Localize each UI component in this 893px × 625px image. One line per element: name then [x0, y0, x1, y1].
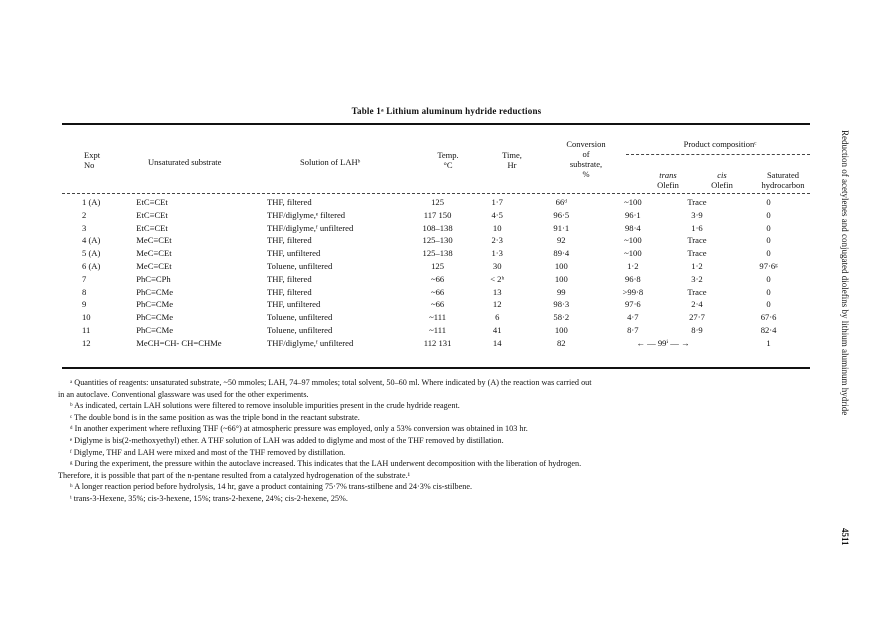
table-row [62, 234, 810, 247]
footnote [58, 400, 818, 412]
footnotes [58, 377, 818, 505]
footnote [58, 447, 818, 459]
table-row [62, 324, 810, 337]
header-saturated-line1: Saturated [766, 170, 800, 180]
cell-time: 30 [492, 260, 502, 271]
cell-substrate: PhC≡CMe [136, 299, 174, 310]
cell-sat: 1 [766, 337, 771, 348]
cell-conversion: 100 [554, 260, 568, 271]
cell-solution: THF/diglyme,ᶠ unfiltered [267, 222, 354, 233]
cell-substrate: PhC≡CMe [136, 312, 174, 323]
cell-expt: 1 (A) [82, 197, 101, 207]
header-expt-line1: Expt [84, 150, 101, 160]
cell-sat: 67·6 [760, 312, 777, 323]
running-head-text: Reduction of acetylenes and conjugated diolefins by lithium aluminum hydride [840, 130, 850, 416]
footnote [58, 423, 818, 435]
cell-substrate: EtC≡CEt [136, 197, 168, 207]
cell-time: 1·7 [491, 197, 503, 207]
header-conversion-line4: % [582, 169, 590, 179]
header-conversion-line2: of [582, 149, 590, 159]
data-table [62, 196, 810, 350]
cell-solution: Toluene, unfiltered [267, 312, 333, 323]
cell-cis: 3·9 [691, 209, 703, 220]
cell-solution: THF/diglyme,ᶠ unfiltered [267, 337, 354, 348]
cell-solution: THF, filtered [267, 286, 312, 297]
cell-sat: 0 [766, 222, 771, 233]
cell-conversion: 66ᵈ [555, 197, 567, 207]
cell-time: 10 [492, 222, 502, 233]
cell-expt: 7 [82, 273, 87, 284]
table-top-rule [62, 123, 810, 125]
cell-expt: 9 [82, 299, 87, 310]
cell-temp: 125 [431, 260, 445, 271]
cell-sat: 0 [766, 273, 771, 284]
cell-substrate: EtC≡CEt [136, 209, 168, 220]
header-substrate: Unsaturated substrate [148, 157, 222, 167]
cell-cis: 1·6 [691, 222, 703, 233]
cell-temp: ~111 [429, 312, 447, 323]
table-row [62, 222, 810, 235]
cell-temp: ~66 [430, 286, 445, 297]
cell-trans: 97·6 [624, 299, 641, 310]
cell-expt: 12 [82, 337, 91, 348]
footnote-mark: ᵃ [70, 378, 73, 387]
cell-trans: 1·2 [627, 260, 639, 271]
header-trans-line1: trans [659, 170, 677, 180]
table-row [62, 247, 810, 260]
table-row [62, 196, 810, 209]
cell-substrate: MeCH=CH- CH=CHMe [136, 337, 222, 348]
footnote [58, 412, 818, 424]
cell-expt: 3 [82, 222, 87, 233]
cell-trans: ~100 [624, 197, 642, 207]
cell-conversion: 92 [557, 235, 566, 246]
header-cis-line2: Olefin [711, 180, 733, 190]
cell-expt: 8 [82, 286, 87, 297]
table-row [62, 298, 810, 311]
cell-sat: 0 [766, 299, 771, 310]
table-row [62, 337, 810, 350]
header-saturated-line2: hydrocarbon [761, 180, 805, 190]
table-row [62, 260, 810, 273]
cell-substrate: EtC≡CEt [136, 222, 168, 233]
table-row [62, 209, 810, 222]
header-time-line1: Time, [502, 150, 522, 160]
cell-temp: 112 131 [423, 337, 452, 348]
footnote-text: Quantities of reagents: unsaturated substrate, ~50 mmoles; LAH, 74–97 mmoles; total solvent, 50–60 ml. Where indicated by (A) the reaction was carried out [74, 378, 592, 387]
cell-conversion: 100 [554, 273, 568, 284]
header-product: Product compositionᶜ [683, 139, 757, 149]
cell-conversion: 82 [557, 337, 566, 348]
cell-cis: 8·9 [691, 324, 703, 335]
cell-cis: Trace [687, 248, 707, 259]
cell-temp: 125–138 [422, 248, 453, 259]
cell-trans: ~100 [624, 235, 642, 246]
header-expt [84, 150, 100, 170]
footnote-mark: ᶜ [70, 412, 73, 422]
cell-trans: 4·7 [627, 312, 639, 323]
footnote-mark: ᵉ [70, 435, 73, 445]
footnote-text: A longer reaction period before hydrolysis, 14 hr, gave a product containing 75·7% trans-stilbene and 24·3% cis-stilbene. [74, 482, 473, 492]
cell-cis: 3·2 [691, 273, 703, 284]
header-bottom-rule [62, 193, 810, 194]
header-temp [426, 150, 470, 170]
footnote-mark: ʰ [70, 482, 73, 492]
footnote [58, 458, 818, 470]
cell-conversion: 89·4 [553, 248, 570, 259]
cell-conversion: 98·3 [553, 299, 570, 310]
running-head [838, 130, 852, 550]
header-conversion-line1: Conversion [566, 139, 606, 149]
cell-expt: 4 (A) [82, 235, 101, 246]
header-time [492, 150, 532, 170]
header-cis [700, 170, 744, 190]
footnote [58, 493, 818, 505]
header-cis-line1: cis [717, 170, 727, 180]
footnote-text: In another experiment where refluxing THF (~66°) at atmospheric pressure was employed, only a 53% conversion was obtained in 103 hr. [74, 424, 528, 434]
cell-temp: ~66 [430, 273, 445, 284]
footnote-mark: ᵇ [70, 401, 73, 411]
cell-expt: 6 (A) [82, 260, 101, 271]
footnote-text: in an autoclave. Conventional glassware was used for the other experiments. [58, 389, 309, 399]
cell-conversion: 91·1 [553, 222, 570, 233]
cell-solution: THF, unfiltered [267, 248, 321, 259]
cell-time: 12 [492, 299, 502, 310]
cell-sat: 0 [766, 235, 771, 246]
header-time-line2: Hr [507, 160, 517, 170]
cell-substrate: MeC≡CEt [136, 235, 172, 246]
header-trans [646, 170, 690, 190]
cell-temp: ~111 [429, 324, 447, 335]
cell-conversion: 99 [557, 286, 566, 297]
footnote-text: Diglyme, THF and LAH were mixed and most of the THF removed by distillation. [73, 447, 346, 457]
footnote [58, 435, 818, 447]
cell-time: 1·3 [491, 248, 503, 259]
cell-temp: 125 [431, 197, 445, 207]
cell-cis: Trace [687, 197, 707, 207]
table-row [62, 273, 810, 286]
cell-conversion: 100 [554, 324, 568, 335]
table-row [62, 311, 810, 324]
cell-trans: 98·4 [624, 222, 641, 233]
cell-trans: >99·8 [622, 286, 644, 297]
cell-time: 14 [492, 337, 502, 348]
footnote-text: trans-3-Hexene, 35%; cis-3-hexene, 15%; trans-2-hexene, 24%; cis-2-hexene, 25%. [73, 493, 348, 503]
footnote-mark: ᵍ [70, 459, 73, 469]
cell-conversion: 58·2 [553, 312, 570, 323]
cell-sat: 0 [766, 209, 771, 220]
cell-trans: ~100 [624, 248, 642, 259]
cell-trans: 96·1 [624, 209, 641, 220]
cell-trans: ← — 99ⁱ — → [636, 337, 690, 348]
cell-time: 13 [492, 286, 502, 297]
cell-cis: 2·4 [691, 299, 703, 310]
table-row [62, 286, 810, 299]
footnote-text: As indicated, certain LAH solutions were filtered to remove insoluble impurities present in the crude hydride reagent. [74, 401, 460, 411]
table-title: Table 1ᵃ Lithium aluminum hydride reductions [351, 106, 542, 116]
cell-time: 6 [495, 312, 500, 323]
cell-substrate: PhC≡CPh [136, 273, 171, 284]
cell-solution: THF/diglyme,ᵉ filtered [267, 209, 346, 220]
cell-sat: 82·4 [760, 324, 777, 335]
cell-solution: Toluene, unfiltered [267, 260, 333, 271]
cell-sat: 97·6ᵍ [759, 260, 778, 271]
cell-solution: THF, filtered [267, 197, 312, 207]
cell-solution: THF, filtered [267, 273, 312, 284]
cell-expt: 5 (A) [82, 248, 101, 259]
cell-sat: 0 [766, 286, 771, 297]
table-bottom-rule [62, 367, 810, 369]
footnote-mark: ᵈ [70, 424, 73, 434]
cell-substrate: MeC≡CEt [136, 248, 172, 259]
cell-temp: ~66 [430, 299, 445, 310]
cell-trans: 8·7 [627, 324, 639, 335]
cell-temp: 117 150 [423, 209, 452, 220]
footnote-mark: ⁱ [70, 493, 72, 503]
header-product-rule [626, 154, 810, 155]
cell-time: 2·3 [491, 235, 503, 246]
cell-solution: THF, unfiltered [267, 299, 321, 310]
cell-solution: THF, filtered [267, 235, 312, 246]
cell-cis: Trace [687, 286, 707, 297]
cell-conversion: 96·5 [553, 209, 570, 220]
cell-cis: 1·2 [691, 260, 703, 271]
page-number-text: 4511 [840, 528, 850, 546]
header-trans-line2: Olefin [657, 180, 679, 190]
footnote [58, 377, 818, 389]
footnote-text: The double bond is in the same position as was the triple bond in the reactant substrate. [74, 412, 360, 422]
cell-expt: 10 [82, 312, 91, 323]
footnote-text: Therefore, it is possible that part of the n-pentane resulted from a catalyzed hydrogenation of the substrate.¹ [58, 470, 411, 480]
cell-expt: 2 [82, 209, 87, 220]
footnote-mark: ᶠ [70, 447, 72, 457]
header-expt-line2: No [84, 160, 95, 170]
cell-cis: Trace [687, 235, 707, 246]
cell-trans: 96·8 [624, 273, 641, 284]
footnote [58, 389, 818, 401]
cell-substrate: MeC≡CEt [136, 260, 172, 271]
cell-temp: 108–138 [422, 222, 453, 233]
cell-cis: 27·7 [689, 312, 705, 323]
cell-sat: 0 [766, 197, 771, 207]
cell-temp: 125–130 [422, 235, 453, 246]
cell-solution: Toluene, unfiltered [267, 324, 333, 335]
header-saturated [748, 170, 818, 190]
cell-time: 41 [492, 324, 502, 335]
header-conversion-line3: substrate, [569, 159, 603, 169]
cell-substrate: PhC≡CMe [136, 324, 174, 335]
cell-time: 4·5 [491, 209, 503, 220]
footnote-text: During the experiment, the pressure within the autoclave increased. This indicates that the LAH underwent decomposition with the liberation of hydrogen. [74, 459, 582, 469]
footnote [58, 470, 818, 482]
header-temp-line1: Temp. [437, 150, 459, 160]
cell-sat: 0 [766, 248, 771, 259]
header-solution: Solution of LAHᵇ [300, 157, 361, 167]
footnote [58, 481, 818, 493]
header-conversion [548, 139, 624, 179]
cell-substrate: PhC≡CMe [136, 286, 174, 297]
header-temp-line2: °C [443, 160, 453, 170]
cell-time: < 2ʰ [490, 273, 505, 284]
footnote-text: Diglyme is bis(2-methoxyethyl) ether. A THF solution of LAH was added to diglyme and most of the THF removed by distillation. [74, 435, 504, 445]
cell-expt: 11 [82, 324, 91, 335]
